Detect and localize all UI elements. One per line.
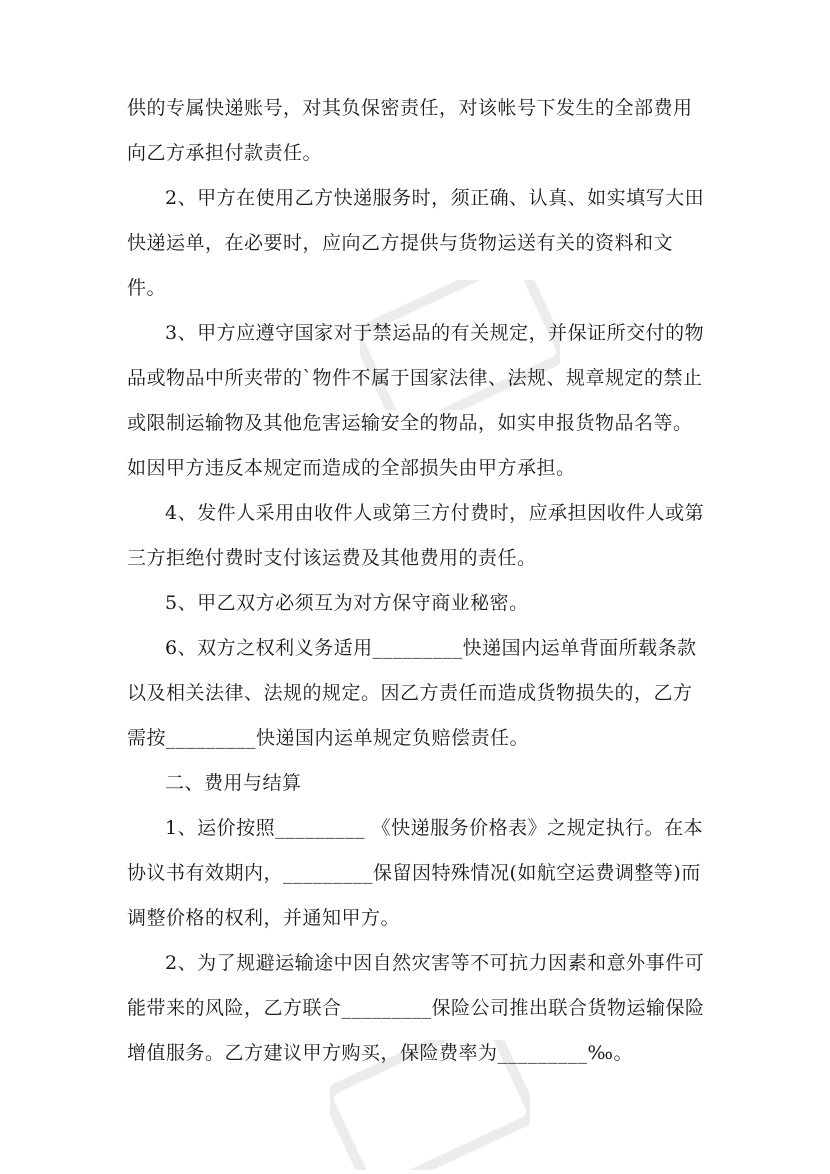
section-heading: 二、费用与结算	[165, 772, 302, 794]
paragraph: 3、甲方应遵守国家对于禁运品的有关规定，并保证所交付的物品或物品中所夹带的`物件不属于国家法律、法规、规章规定的禁止或限制运输物及其他危害运输安全的物品，如实申报货物品名等。如因甲方违反本规定而造成的全部损失由甲方承担。	[127, 322, 705, 479]
paragraph: 2、甲方在使用乙方快递服务时，须正确、认真、如实填写大田快递运单，在必要时，应向乙方提供与货物运送有关的资料和文件。	[127, 187, 705, 299]
paragraph: 供的专属快递账号，对其负保密责任，对该帐号下发生的全部费用向乙方承担付款责任。	[127, 97, 693, 164]
paragraph: 2、为了规避运输途中因自然灾害等不可抗力因素和意外事件可能带来的风险，乙方联合_________保险公司推出联合货物运输保险增值服务。乙方建议甲方购买，保险费率为_________‰。	[127, 952, 705, 1064]
paragraph: 6、双方之权利义务适用_________快递国内运单背面所载条款以及相关法律、法规的规定。因乙方责任而造成货物损失的，乙方需按_________快递国内运单规定负赔偿责任。	[127, 637, 697, 749]
document-body	[127, 86, 707, 1076]
paragraph: 5、甲乙双方必须互为对方保守商业秘密。	[165, 592, 529, 614]
paragraph: 1、运价按照_________ 《快递服务价格表》之规定执行。在本协议书有效期内，_________保留因特殊情况(如航空运费调整等)而调整价格的权利，并通知甲方。	[127, 817, 704, 929]
paragraph: 4、发件人采用由收件人或第三方付费时，应承担因收件人或第三方拒绝付费时支付该运费及其他费用的责任。	[127, 502, 705, 569]
